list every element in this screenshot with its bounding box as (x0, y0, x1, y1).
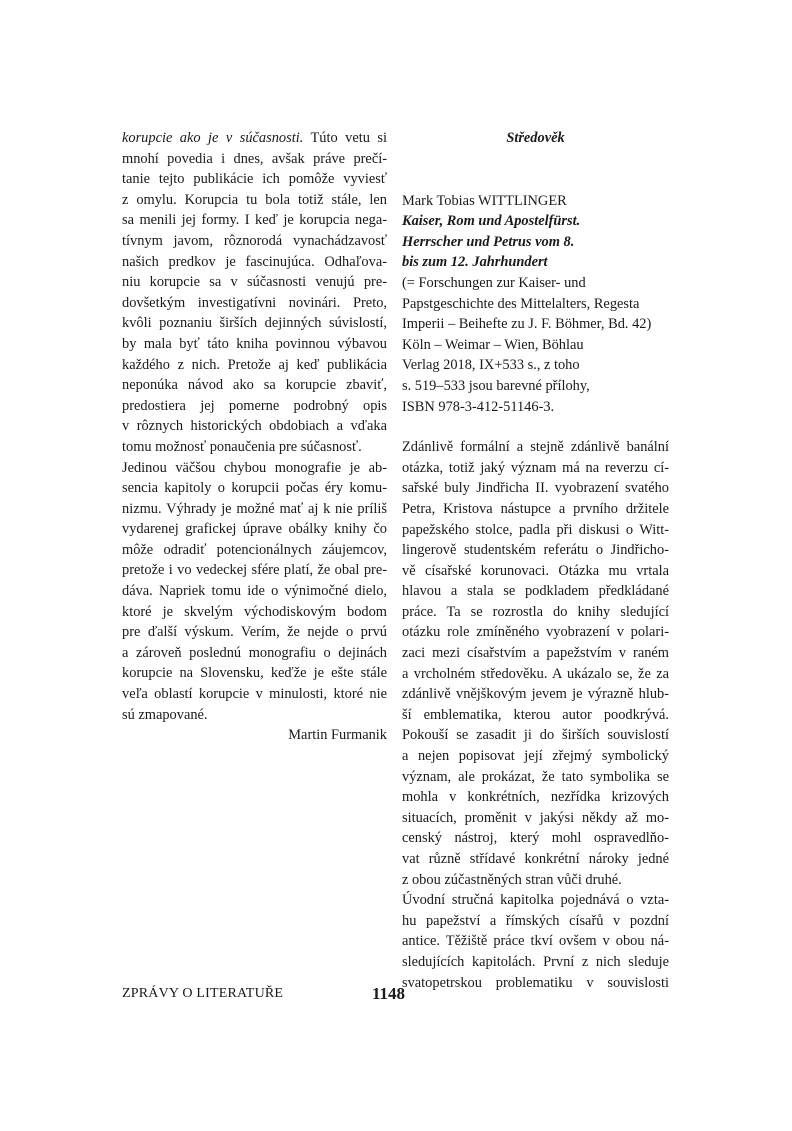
text-line: môže odradiť potencionálnych záujemcov, (122, 541, 387, 558)
citation-title-line: Kaiser, Rom und Apostelfürst. (402, 213, 581, 230)
text-line: censký nástroj, který mohl ospravedlňo- (402, 830, 669, 847)
section-title: Středověk (506, 130, 565, 146)
text-line: mnohí povedia i dnes, avšak práve prečí- (122, 150, 387, 167)
text-line: dáva. Napriek tomu ide o výnimočné dielo, (122, 583, 387, 600)
citation-detail-line: Verlag 2018, IX+533 s., z toho (402, 357, 580, 374)
text-line: by mala byť táto kniha povinnou výbavou (122, 335, 387, 352)
text-line: práce. Ta se rozrostla do knihy sledující (402, 603, 669, 620)
text-line: korupcie ako je v súčasnosti. Túto vetu si (122, 130, 387, 146)
citation-detail-line: Imperii – Beihefte zu J. F. Böhmer, Bd. 42) (402, 316, 652, 333)
citation-detail-line: (= Forschungen zur Kaiser- und (402, 274, 586, 291)
text-line: v rôznych historických obdobiach a vďaka (122, 418, 387, 435)
text-line: sledujících kapitolách. První z nich sleduje (402, 953, 669, 970)
citation-title (402, 211, 669, 273)
left-column (122, 128, 387, 746)
text-line: Petra, Kristova nástupce a prvního držitele (402, 500, 669, 517)
citation-detail-line: Papstgeschichte des Mittelalters, Regesta (402, 295, 640, 312)
text-line: z omylu. Korupcia tu bola totiž stále, len (122, 191, 387, 208)
citation-detail-line: s. 519–533 jsou barevné přílohy, (402, 377, 590, 394)
text-line: korupcie na Slovensku, keďže je ešte stále (122, 665, 387, 682)
text-line: nizmu. Výhrady je možné mať aj k nie príliš (122, 500, 387, 517)
text-line: hlavou a stala se podkladem předkládané (402, 583, 669, 600)
text-line: našich predkov je fascinujúca. Odhaľova- (122, 253, 387, 270)
text-line: Jedinou väčšou chybou monografie je ab- (122, 459, 387, 476)
text-line: papežského stolce, padla při diskusi o Witt- (402, 521, 669, 538)
text-line: Zdánlivě formální a stejně zdánlivě banální (402, 439, 669, 456)
text-line: otázku role zmíněného vyobrazení v polari- (402, 624, 669, 641)
text-line: zdánlivě vnějškovým jevem je výrazně hlub- (402, 686, 669, 703)
right-column (402, 128, 669, 993)
citation-detail-line: Köln – Weimar – Wien, Böhlau (402, 336, 584, 353)
text-line: sú zmapované. (122, 706, 208, 723)
text-line: mohla v konkrétních, nezřídka krizových (402, 789, 669, 806)
text-line: a zároveň poslednú monografiu o dejinách (122, 644, 387, 661)
text-line: situacích, proměnit v jakýsi někdy až mo- (402, 809, 669, 826)
text-line: lingerově studentském referátu o Jindřicho- (402, 542, 669, 559)
text-line: kvôli poznaniu širších dejinných súvislostí, (122, 315, 387, 332)
text-line: a nejen popisovat její zřejmý symbolický (402, 748, 669, 765)
citation-title-line: bis zum 12. Jahrhundert (402, 254, 548, 271)
review-body (402, 437, 669, 993)
text-line: hu papežství a římských císařů v pozdní (402, 912, 669, 929)
text-line: neponúka návod ako sa korupcie zbaviť, (122, 377, 387, 394)
text-line: pretože i vo vedeckej sfére platí, že obal pre- (122, 562, 387, 579)
citation-detail-line: ISBN 978-3-412-51146-3. (402, 398, 555, 415)
text-line: Pokouší se zasadit ji do širších souvislostí (402, 727, 669, 744)
text-line: otázka, totiž jaký význam má na reverzu cí- (402, 459, 669, 476)
text-line: sa menili jej formy. I keď je korupcia nega- (122, 212, 387, 229)
text-line: ší emblematika, kterou autor poodkrývá. (402, 706, 669, 723)
text-line: sařské buly Jindřicha II. vyobrazení svatého (402, 480, 669, 497)
text-line: vě císařské korunovaci. Otázka mu vrtala (402, 562, 669, 579)
text-line: zaci mezi císařstvím a papežstvím v raném (402, 645, 669, 662)
text-line: tanie tejto publikácie ich pomôže vyviesť (122, 171, 387, 188)
text-line: svatopetrskou problematiku v souvislosti (402, 974, 669, 991)
text-line: ktoré je skvelým východiskovým bodom (122, 603, 387, 620)
text-line: každého z nich. Pretože aj keď publikácia (122, 356, 387, 373)
text-line: z obou zúčastněných stran vůči druhé. (402, 871, 622, 888)
text-line: a vrcholném středověku. A ukázalo se, že za (402, 665, 669, 682)
citation-author: Mark Tobias WITTLINGER (402, 192, 567, 209)
text-line: sencia kapitoly o korupcii počas éry komu- (122, 480, 387, 497)
text-line: vat různě střídavé konkrétní nároky jedné (402, 851, 669, 867)
text-line: niu korupcie sa v súčasnosti venujú pre- (122, 274, 387, 291)
text-line: dovšetkým investigatívni novinári. Preto, (122, 294, 387, 311)
journal-name: ZPRÁVY O LITERATUŘE (122, 986, 284, 1001)
text-line: veľa oblastí korupcie v minulosti, ktoré nie (122, 686, 387, 703)
text-line: pre ďalší výskum. Verím, že nejde o prvú (122, 624, 387, 641)
text-line: tívnym javom, rôznorodá vynachádzavosť (122, 232, 387, 249)
review-author: Martin Furmanik (288, 727, 387, 744)
text-line: význam, ale prokázat, že tato symbolika se (402, 768, 669, 785)
citation-details (402, 273, 669, 417)
text-line: tomu možnosť ponaučenia pre súčasnosť. (122, 438, 362, 455)
text-line: vydarenej grafickej úprave obálky knihy čo (122, 521, 387, 538)
citation-title-line: Herrscher und Petrus vom 8. (402, 233, 575, 250)
text-line: predostiera jej pomerne podrobný opis (122, 397, 387, 414)
text-line: antice. Těžiště práce tkví ovšem v obou ná- (402, 933, 669, 950)
text-line: Úvodní stručná kapitolka pojednává o vzta- (402, 892, 669, 909)
page-number: 1148 (372, 984, 406, 1003)
